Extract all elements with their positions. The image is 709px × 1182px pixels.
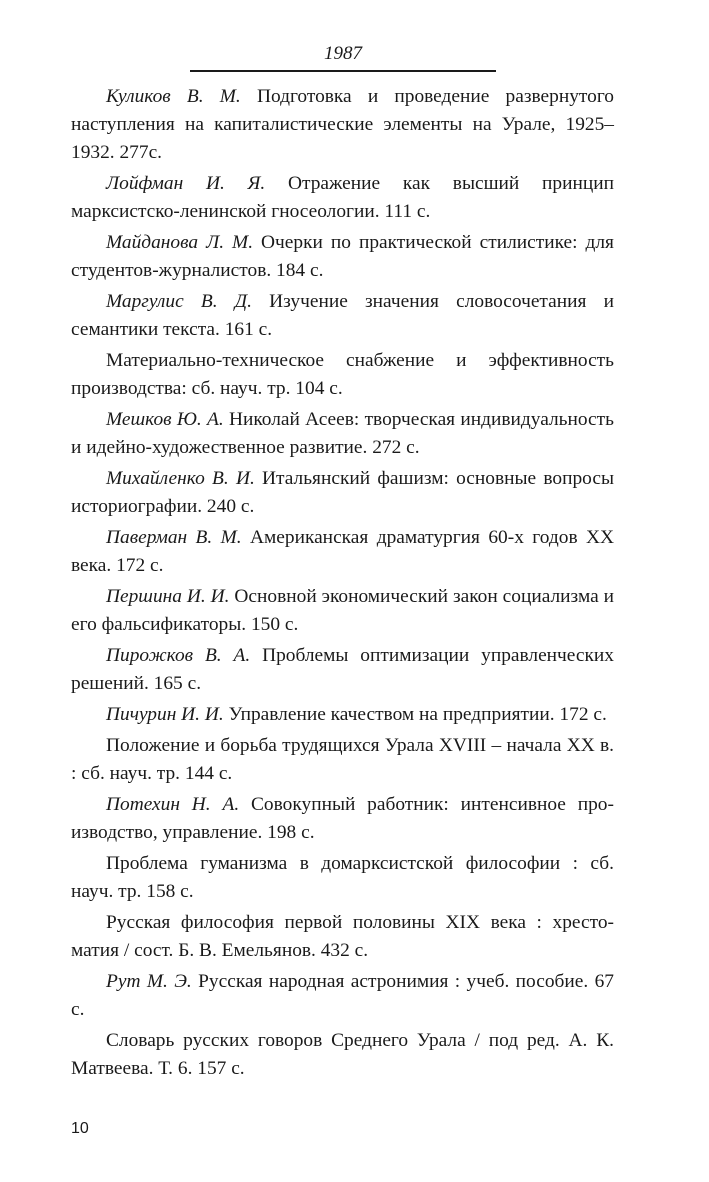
entry-title: Управление качеством на предприятии. 172 с.	[228, 704, 607, 725]
entry-title: Подготовка и проведение развернутого наступления на капиталистические элементы на Урале, 1925–1932. 277с.	[71, 86, 614, 163]
bibliography-entry	[71, 229, 614, 285]
bibliography-entry	[71, 406, 614, 462]
entry-title: Основной экономический закон социализма и его фальсификаторы. 150 с.	[71, 586, 614, 635]
bibliography-entry	[71, 524, 614, 580]
entry-author: Першина И. И.	[106, 586, 230, 607]
entry-title: Проблемы оптимизации управленческих решений. 165 с.	[71, 645, 614, 694]
entry-author: Паверман В. М.	[106, 527, 242, 548]
bibliography-entry	[71, 732, 614, 788]
entry-author: Лойфман И. Я.	[106, 173, 266, 194]
entry-author: Куликов В. М.	[106, 86, 241, 107]
entry-title: Совокупный работник: интенсивное производство, управление. 198 с.	[71, 794, 614, 843]
bibliography-list	[71, 83, 614, 1086]
bibliography-entry	[71, 791, 614, 847]
entry-title: Материально-техническое снабжение и эффективность производства: сб. науч. тр. 104 с.	[71, 350, 614, 399]
bibliography-entry	[71, 583, 614, 639]
entry-author: Маргулис В. Д.	[106, 291, 252, 312]
entry-author: Майданова Л. М.	[106, 232, 254, 253]
entry-title: Положение и борьба трудящихся Урала XVIII – начала XX в. : сб. науч. тр. 144 с.	[71, 735, 614, 784]
bibliography-entry	[71, 909, 614, 965]
bibliography-entry	[71, 288, 614, 344]
entry-title: Итальянский фашизм: основные вопросы историографии. 240 с.	[71, 468, 614, 517]
entry-title: Русская народная астронимия : учеб. пособие. 67 с.	[71, 971, 614, 1020]
entry-title: Русская философия первой половины XIX века : хрестоматия / сост. Б. В. Емельянов. 432 с.	[71, 912, 614, 961]
entry-author: Потехин Н. А.	[106, 794, 240, 815]
page-number: 10	[71, 1120, 89, 1137]
bibliography-entry	[71, 701, 614, 729]
bibliography-entry	[71, 347, 614, 403]
entry-author: Мешков Ю. А.	[106, 409, 224, 430]
header-rule	[190, 70, 496, 72]
entry-title: Отражение как высший принцип марксистско-ленинской гносеологии. 111 с.	[71, 173, 614, 222]
bibliography-entry	[71, 465, 614, 521]
entry-title: Николай Асеев: творческая индивидуальность и идейно-художественное развитие. 272 с.	[71, 409, 614, 458]
entry-title: Американская драматургия 60-х годов XX века. 172 с.	[71, 527, 614, 576]
entry-author: Михайленко В. И.	[106, 468, 255, 489]
bibliography-entry	[71, 83, 614, 167]
bibliography-entry	[71, 170, 614, 226]
entry-author: Пирожков В. А.	[106, 645, 251, 666]
bibliography-entry	[71, 968, 614, 1024]
entry-title: Очерки по практической стилистике: для студентов-журналистов. 184 с.	[71, 232, 614, 281]
running-head-year: 1987	[324, 43, 362, 64]
entry-author: Рут М. Э.	[106, 971, 192, 992]
bibliography-entry	[71, 642, 614, 698]
bibliography-entry	[71, 850, 614, 906]
entry-author: Пичурин И. И.	[106, 704, 224, 725]
entry-title: Словарь русских говоров Среднего Урала / под ред. А. К. Матвеева. Т. 6. 157 с.	[71, 1030, 614, 1079]
entry-title: Проблема гуманизма в домарксистской философии : сб. науч. тр. 158 с.	[71, 853, 614, 902]
bibliography-entry	[71, 1027, 614, 1083]
entry-title: Изучение значения словосочетания и семантики текста. 161 с.	[71, 291, 614, 340]
